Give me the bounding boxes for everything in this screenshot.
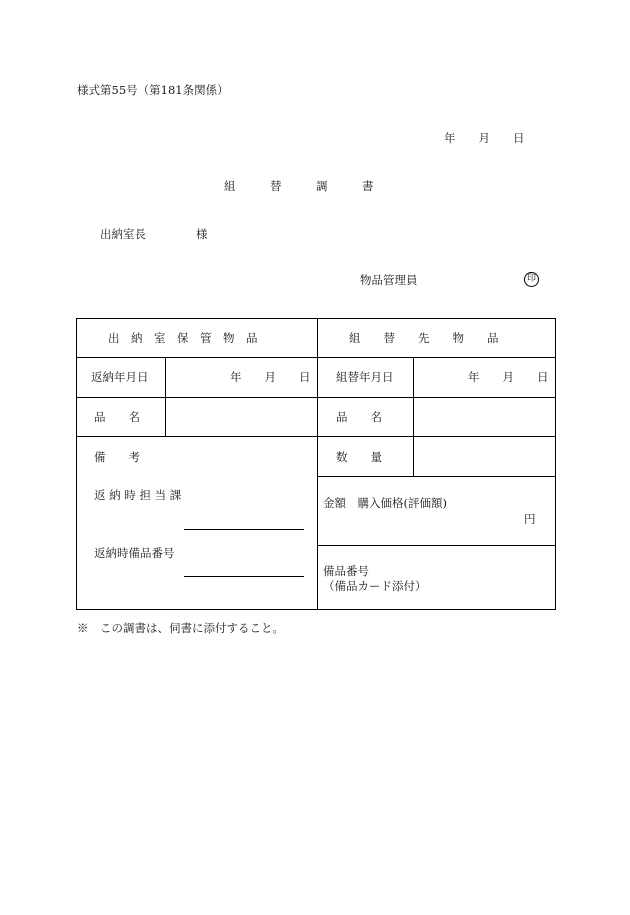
addressee: 出納室長	[100, 227, 146, 241]
form-number: 様式第55号（第181条関係）	[77, 83, 229, 97]
left-column-header: 出 納 室 保 管 物 品	[108, 331, 258, 345]
yen-unit: 円	[524, 512, 536, 526]
footer-note: ※ この調書は、伺書に添付すること。	[77, 621, 284, 635]
honorific: 様	[196, 227, 208, 241]
header-row-line	[77, 357, 555, 358]
document-title: 組 替 調 書	[224, 179, 374, 193]
return-date-value: 年 月 日	[230, 370, 311, 384]
quantity-row-line	[317, 476, 555, 477]
item-name-label-left: 品 名	[94, 410, 140, 424]
date-line: 年 月 日	[444, 131, 525, 145]
seal-icon: 印	[524, 272, 539, 287]
remarks-label: 備 考	[94, 450, 140, 464]
center-divider	[317, 319, 318, 609]
right-column-header: 組 替 先 物 品	[349, 331, 499, 345]
regroup-form-table	[76, 318, 556, 610]
amount-row-line	[317, 545, 555, 546]
return-equipment-underline	[184, 576, 304, 577]
manager-label: 物品管理員	[360, 273, 418, 287]
right-label-divider	[413, 357, 414, 476]
return-date-label: 返納年月日	[91, 370, 149, 384]
amount-label: 金額 購入価格(評価額)	[323, 496, 447, 510]
regroup-date-label: 組替年月日	[336, 370, 394, 384]
date-row-line	[77, 397, 555, 398]
regroup-date-value: 年 月 日	[468, 370, 549, 384]
return-section-label: 返 納 時 担 当 課	[94, 488, 182, 502]
quantity-label: 数 量	[336, 450, 382, 464]
equipment-card-note: （備品カード添付）	[323, 579, 427, 593]
equipment-number-label: 備品番号	[323, 564, 369, 578]
return-section-underline	[184, 529, 304, 530]
name-row-line	[77, 436, 555, 437]
item-name-label-right: 品 名	[336, 410, 382, 424]
return-equipment-label: 返納時備品番号	[94, 546, 175, 560]
